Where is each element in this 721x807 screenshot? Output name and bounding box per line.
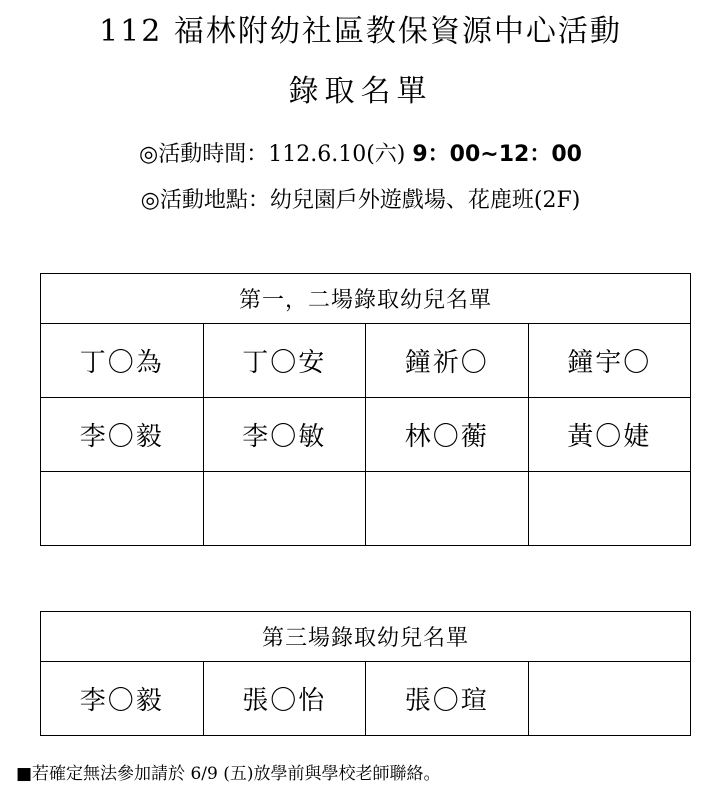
name-cell [41,472,204,546]
page-title: 112 福林附幼社區教保資源中心活動 [99,14,622,49]
activity-time [0,140,721,170]
activity-time-value: 9：00~12：00 [412,142,582,167]
table-row [41,324,691,398]
footer-note: ■若確定無法參加請於 6/9 (五)放學前與學校老師聯絡。 [16,764,441,784]
table-row [41,398,691,472]
name-cell: 黃〇婕 [528,398,691,472]
name-cell: 林〇蘅 [366,398,529,472]
name-cell: 張〇怡 [203,662,366,736]
name-cell: 李〇毅 [41,662,204,736]
name-cell: 丁〇安 [203,324,366,398]
roster-caption: 第一，二場錄取幼兒名單 [41,274,691,324]
name-cell [203,472,366,546]
roster-table-sessions-1-2 [40,273,691,546]
table-row [41,472,691,546]
name-cell [528,472,691,546]
name-cell [528,662,691,736]
name-cell: 李〇敏 [203,398,366,472]
name-cell [366,472,529,546]
activity-place: ◎活動地點：幼兒園戶外遊戲場、花鹿班(2F) [140,188,581,213]
roster-caption: 第三場錄取幼兒名單 [41,612,691,662]
name-cell: 鐘祈〇 [366,324,529,398]
name-cell: 李〇毅 [41,398,204,472]
name-cell: 鐘宇〇 [528,324,691,398]
name-cell: 張〇瑄 [366,662,529,736]
roster-table-session-3 [40,611,691,736]
activity-time-label: ◎活動時間：112.6.10(六) [139,142,413,167]
name-cell: 丁〇為 [41,324,204,398]
page-subtitle: 錄取名單 [288,74,433,109]
table-row [41,662,691,736]
